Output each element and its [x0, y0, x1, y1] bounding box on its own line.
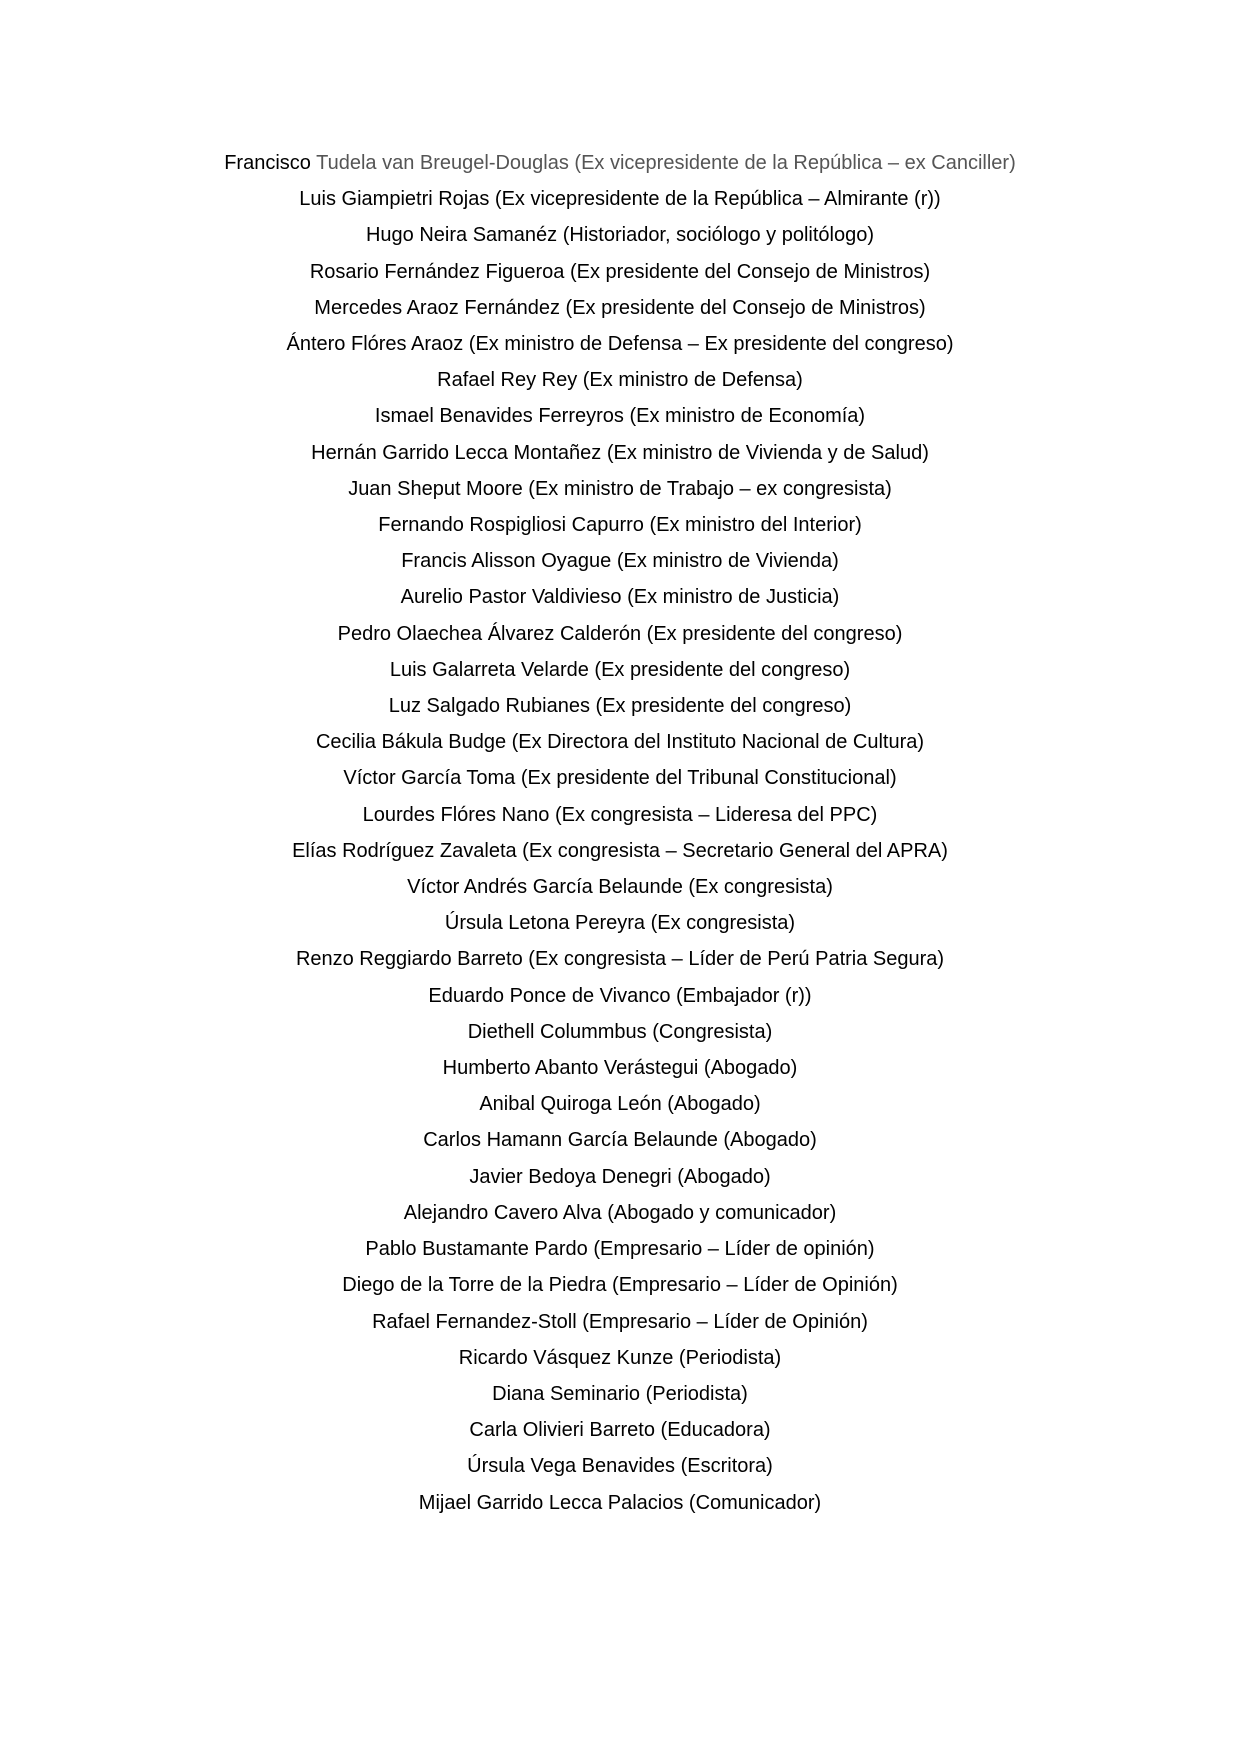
signatory-entry: Diana Seminario (Periodista): [492, 1382, 748, 1405]
signatory-entry: Juan Sheput Moore (Ex ministro de Trabajo – ex congresista): [348, 477, 892, 500]
signatory-entry: Elías Rodríguez Zavaleta (Ex congresista – Secretario General del APRA): [292, 839, 948, 862]
signatory-entry: Aurelio Pastor Valdivieso (Ex ministro de Justicia): [400, 586, 840, 609]
signatory-entry: Cecilia Bákula Budge (Ex Directora del Instituto Nacional de Cultura): [315, 731, 925, 754]
signatory-entry: Lourdes Flóres Nano (Ex congresista – Lideresa del PPC): [362, 803, 878, 826]
signatory-entry: Francis Alisson Oyague (Ex ministro de Vivienda): [401, 550, 839, 573]
signatory-entry: Renzo Reggiardo Barreto (Ex congresista – Líder de Perú Patria Segura): [295, 948, 945, 971]
signatory-entry: Luis Galarreta Velarde (Ex presidente del congreso): [389, 658, 851, 681]
signatory-entry: Víctor Andrés García Belaunde (Ex congresista): [407, 876, 833, 899]
signatories-list: [0, 145, 1240, 1521]
signatory-first-name: Francisco: [224, 152, 311, 174]
signatory-entry: Ismael Benavides Ferreyros (Ex ministro de Economía): [374, 405, 866, 428]
signatory-entry: Diethell Colummbus (Congresista): [467, 1020, 773, 1043]
signatory-entry: Rosario Fernández Figueroa (Ex presidente del Consejo de Ministros): [309, 260, 931, 283]
signatory-entry: Anibal Quiroga León (Abogado): [479, 1093, 761, 1116]
signatory-entry: Hugo Neira Samanéz (Historiador, sociólogo y politólogo): [365, 224, 875, 247]
signatory-entry: Ántero Flóres Araoz (Ex ministro de Defensa – Ex presidente del congreso): [286, 333, 954, 356]
signatory-entry: Eduardo Ponce de Vivanco (Embajador (r)): [428, 984, 812, 1007]
signatory-entry: Pablo Bustamante Pardo (Empresario – Líder de opinión): [365, 1238, 875, 1261]
signatory-entry: Luis Giampietri Rojas (Ex vicepresidente de la República – Almirante (r)): [299, 188, 941, 211]
signatory-entry: Úrsula Vega Benavides (Escritora): [467, 1455, 773, 1478]
signatory-entry: Úrsula Letona Pereyra (Ex congresista): [444, 912, 796, 935]
signatory-entry: Carlos Hamann García Belaunde (Abogado): [423, 1129, 817, 1152]
signatory-entry: Hernán Garrido Lecca Montañez (Ex ministro de Vivienda y de Salud): [311, 441, 929, 464]
signatory-entry: Alejandro Cavero Alva (Abogado y comunicador): [403, 1201, 837, 1224]
signatory-entry: Mijael Garrido Lecca Palacios (Comunicador): [418, 1491, 822, 1514]
signatory-entry: Humberto Abanto Verástegui (Abogado): [442, 1057, 798, 1080]
signatory-entry: Víctor García Toma (Ex presidente del Tribunal Constitucional): [343, 767, 897, 790]
signatory-entry: Diego de la Torre de la Piedra (Empresario – Líder de Opinión): [342, 1274, 898, 1297]
signatory-entry: Ricardo Vásquez Kunze (Periodista): [458, 1346, 782, 1369]
signatory-entry: Pedro Olaechea Álvarez Calderón (Ex presidente del congreso): [337, 622, 903, 645]
signatory-first-rest: Tudela van Breugel-Douglas (Ex vicepresidente de la República – ex Canciller): [316, 152, 1016, 174]
signatory-entry: Carla Olivieri Barreto (Educadora): [469, 1419, 771, 1442]
signatory-entry: Javier Bedoya Denegri (Abogado): [469, 1165, 771, 1188]
signatory-entry: Luz Salgado Rubianes (Ex presidente del congreso): [388, 695, 852, 718]
signatory-entry: Fernando Rospigliosi Capurro (Ex ministro del Interior): [378, 514, 862, 537]
signatory-entry-first: [0, 145, 1240, 181]
signatory-entry: Rafael Fernandez-Stoll (Empresario – Líder de Opinión): [372, 1310, 868, 1333]
signatory-entry: Rafael Rey Rey (Ex ministro de Defensa): [437, 369, 803, 392]
signatory-entry: Mercedes Araoz Fernández (Ex presidente del Consejo de Ministros): [314, 296, 926, 319]
